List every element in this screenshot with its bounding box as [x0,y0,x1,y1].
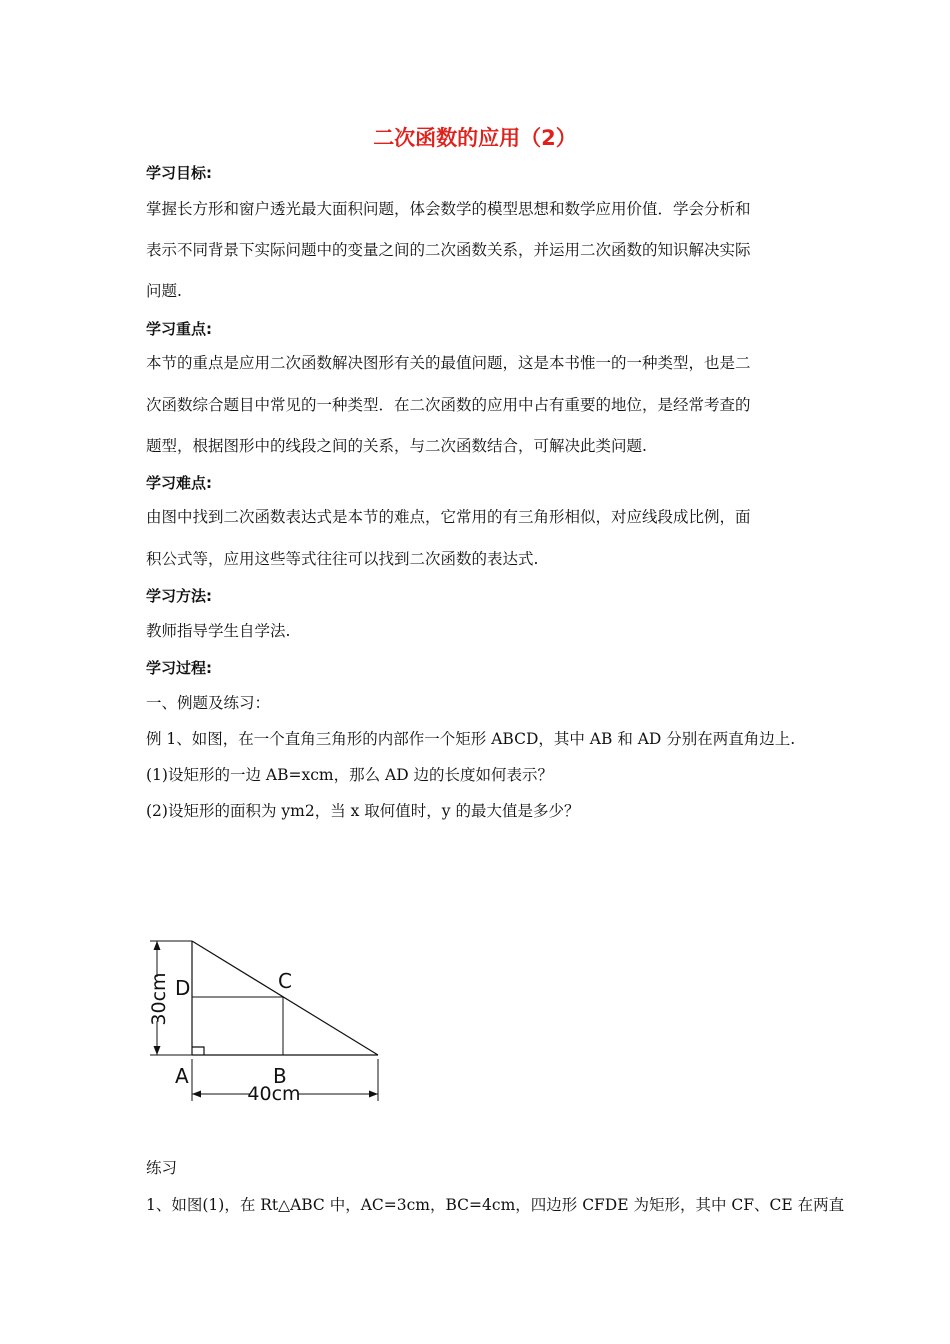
label-b: B [273,1064,287,1088]
key-heading: 学习重点: [146,320,212,338]
process-line: (2)设矩形的面积为 ym2，当 x 取何值时，y 的最大值是多少？ [146,802,580,820]
process-heading: 学习过程: [146,659,212,677]
process-line: (1)设矩形的一边 AB=xcm，那么 AD 边的长度如何表示？ [146,766,554,784]
triangle-hypotenuse [192,941,378,1055]
vertical-dim-arrow-top [154,941,161,950]
label-a: A [175,1064,189,1088]
goal-line: 掌握长方形和窗户透光最大面积问题，体会数学的模型思想和数学应用价值．学会分析和 [146,200,751,218]
method-line: 教师指导学生自学法. [146,622,291,640]
horizontal-dim-label: 40cm [247,1083,301,1105]
right-angle-mark [192,1047,204,1055]
goal-line: 问题. [146,282,182,300]
difficulty-line: 积公式等，应用这些等式往往可以找到二次函数的表达式. [146,550,539,568]
page-title: 二次函数的应用（2） [373,126,577,150]
goal-heading: 学习目标: [146,164,212,182]
horizontal-dim-arrow-left [192,1091,201,1098]
key-line: 次函数综合题目中常见的一种类型．在二次函数的应用中占有重要的地位，是经常考查的 [146,396,751,414]
rectangle-in-triangle-figure [140,925,400,1105]
goal-line: 表示不同背景下实际问题中的变量之间的二次函数关系，并运用二次函数的知识解决实际 [146,241,751,259]
practice-heading: 练习 [146,1159,178,1177]
key-line: 题型，根据图形中的线段之间的关系，与二次函数结合，可解决此类问题. [146,437,647,455]
difficulty-heading: 学习难点: [146,474,212,492]
difficulty-line: 由图中找到二次函数表达式是本节的难点，它常用的有三角形相似，对应线段成比例，面 [146,508,751,526]
practice-line: 1、如图(1)，在 Rt△ABC 中，AC=3cm，BC=4cm，四边形 CFDE 为矩形，其中 CF、CE 在两直 [146,1196,845,1214]
vertical-dim-arrow-bottom [154,1046,161,1055]
label-c: C [278,969,292,993]
label-d: D [175,976,191,1000]
process-line: 例 1、如图，在一个直角三角形的内部作一个矩形 ABCD，其中 AB 和 AD 分别在两直角边上. [146,730,796,748]
method-heading: 学习方法: [146,587,212,605]
vertical-dim-label: 30cm [148,972,170,1026]
process-line: 一、例题及练习： [146,694,271,712]
horizontal-dim-arrow-right [369,1091,378,1098]
key-line: 本节的重点是应用二次函数解决图形有关的最值问题，这是本书惟一的一种类型，也是二 [146,354,751,372]
